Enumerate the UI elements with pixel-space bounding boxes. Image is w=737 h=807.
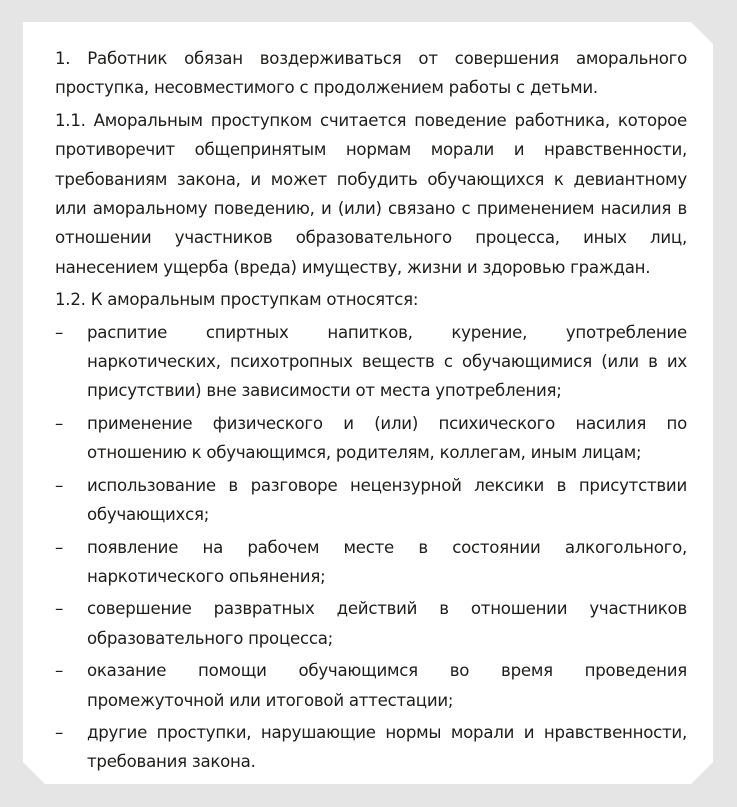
list-marker: – bbox=[55, 413, 64, 433]
paragraph-1-2: 1.2. К аморальным проступкам относятся: bbox=[55, 290, 419, 310]
list-marker: – bbox=[55, 599, 64, 619]
list-item-text: распитие спиртных напитков, курение, употребление наркотических, психотропных веществ с обучающимися (или в их присутствии) вне зависимости от места употребления; bbox=[87, 322, 687, 401]
list-marker: – bbox=[55, 537, 64, 557]
corner-fold-top-right bbox=[691, 22, 713, 44]
list-marker: – bbox=[55, 722, 64, 742]
list-item bbox=[55, 409, 687, 468]
list-item bbox=[55, 471, 687, 530]
misconduct-list bbox=[55, 318, 687, 777]
list-item bbox=[55, 656, 687, 715]
list-item-text: появление на рабочем месте в состоянии алкогольного, наркотического опьянения; bbox=[87, 537, 687, 586]
corner-fold-bottom-right bbox=[691, 762, 713, 784]
corner-fold-bottom-left bbox=[23, 762, 45, 784]
list-marker: – bbox=[55, 661, 64, 681]
list-item bbox=[55, 594, 687, 653]
list-marker: – bbox=[55, 475, 64, 495]
list-item-text: применение физического и (или) психического насилия по отношению к обучающимся, родителям, коллегам, иным лицам; bbox=[87, 413, 687, 463]
list-marker: – bbox=[55, 322, 64, 342]
paragraph-1-1: 1.1. Аморальным проступком считается поведение работника, которое противоречит общепринятым нормам морали и нравственности, требованиям закона, и может побудить обучающихся к девиантному или аморальному поведению, и (или) связано с применением насилия в отношении участников образовательного процесса, иных лиц, нанесением ущерба (вреда) имуществу, жизни и здоровью граждан. bbox=[55, 110, 687, 277]
list-item-text: использование в разговоре нецензурной лексики в присутствии обучающихся; bbox=[87, 475, 687, 525]
list-item bbox=[55, 718, 687, 777]
list-item-text: другие проступки, нарушающие нормы морали и нравственности, требования закона. bbox=[87, 722, 687, 772]
document-page bbox=[23, 22, 713, 784]
list-item bbox=[55, 318, 687, 406]
document-body bbox=[55, 44, 687, 780]
paragraph-1: 1. Работник обязан воздерживаться от совершения аморального проступка, несовместимого с продолжением работы с детьми. bbox=[55, 49, 687, 98]
list-item-text: совершение развратных действий в отношении участников образовательного процесса; bbox=[87, 599, 687, 648]
list-item bbox=[55, 533, 687, 592]
list-item-text: оказание помощи обучающимся во время проведения промежуточной или итоговой аттестации; bbox=[87, 661, 687, 710]
